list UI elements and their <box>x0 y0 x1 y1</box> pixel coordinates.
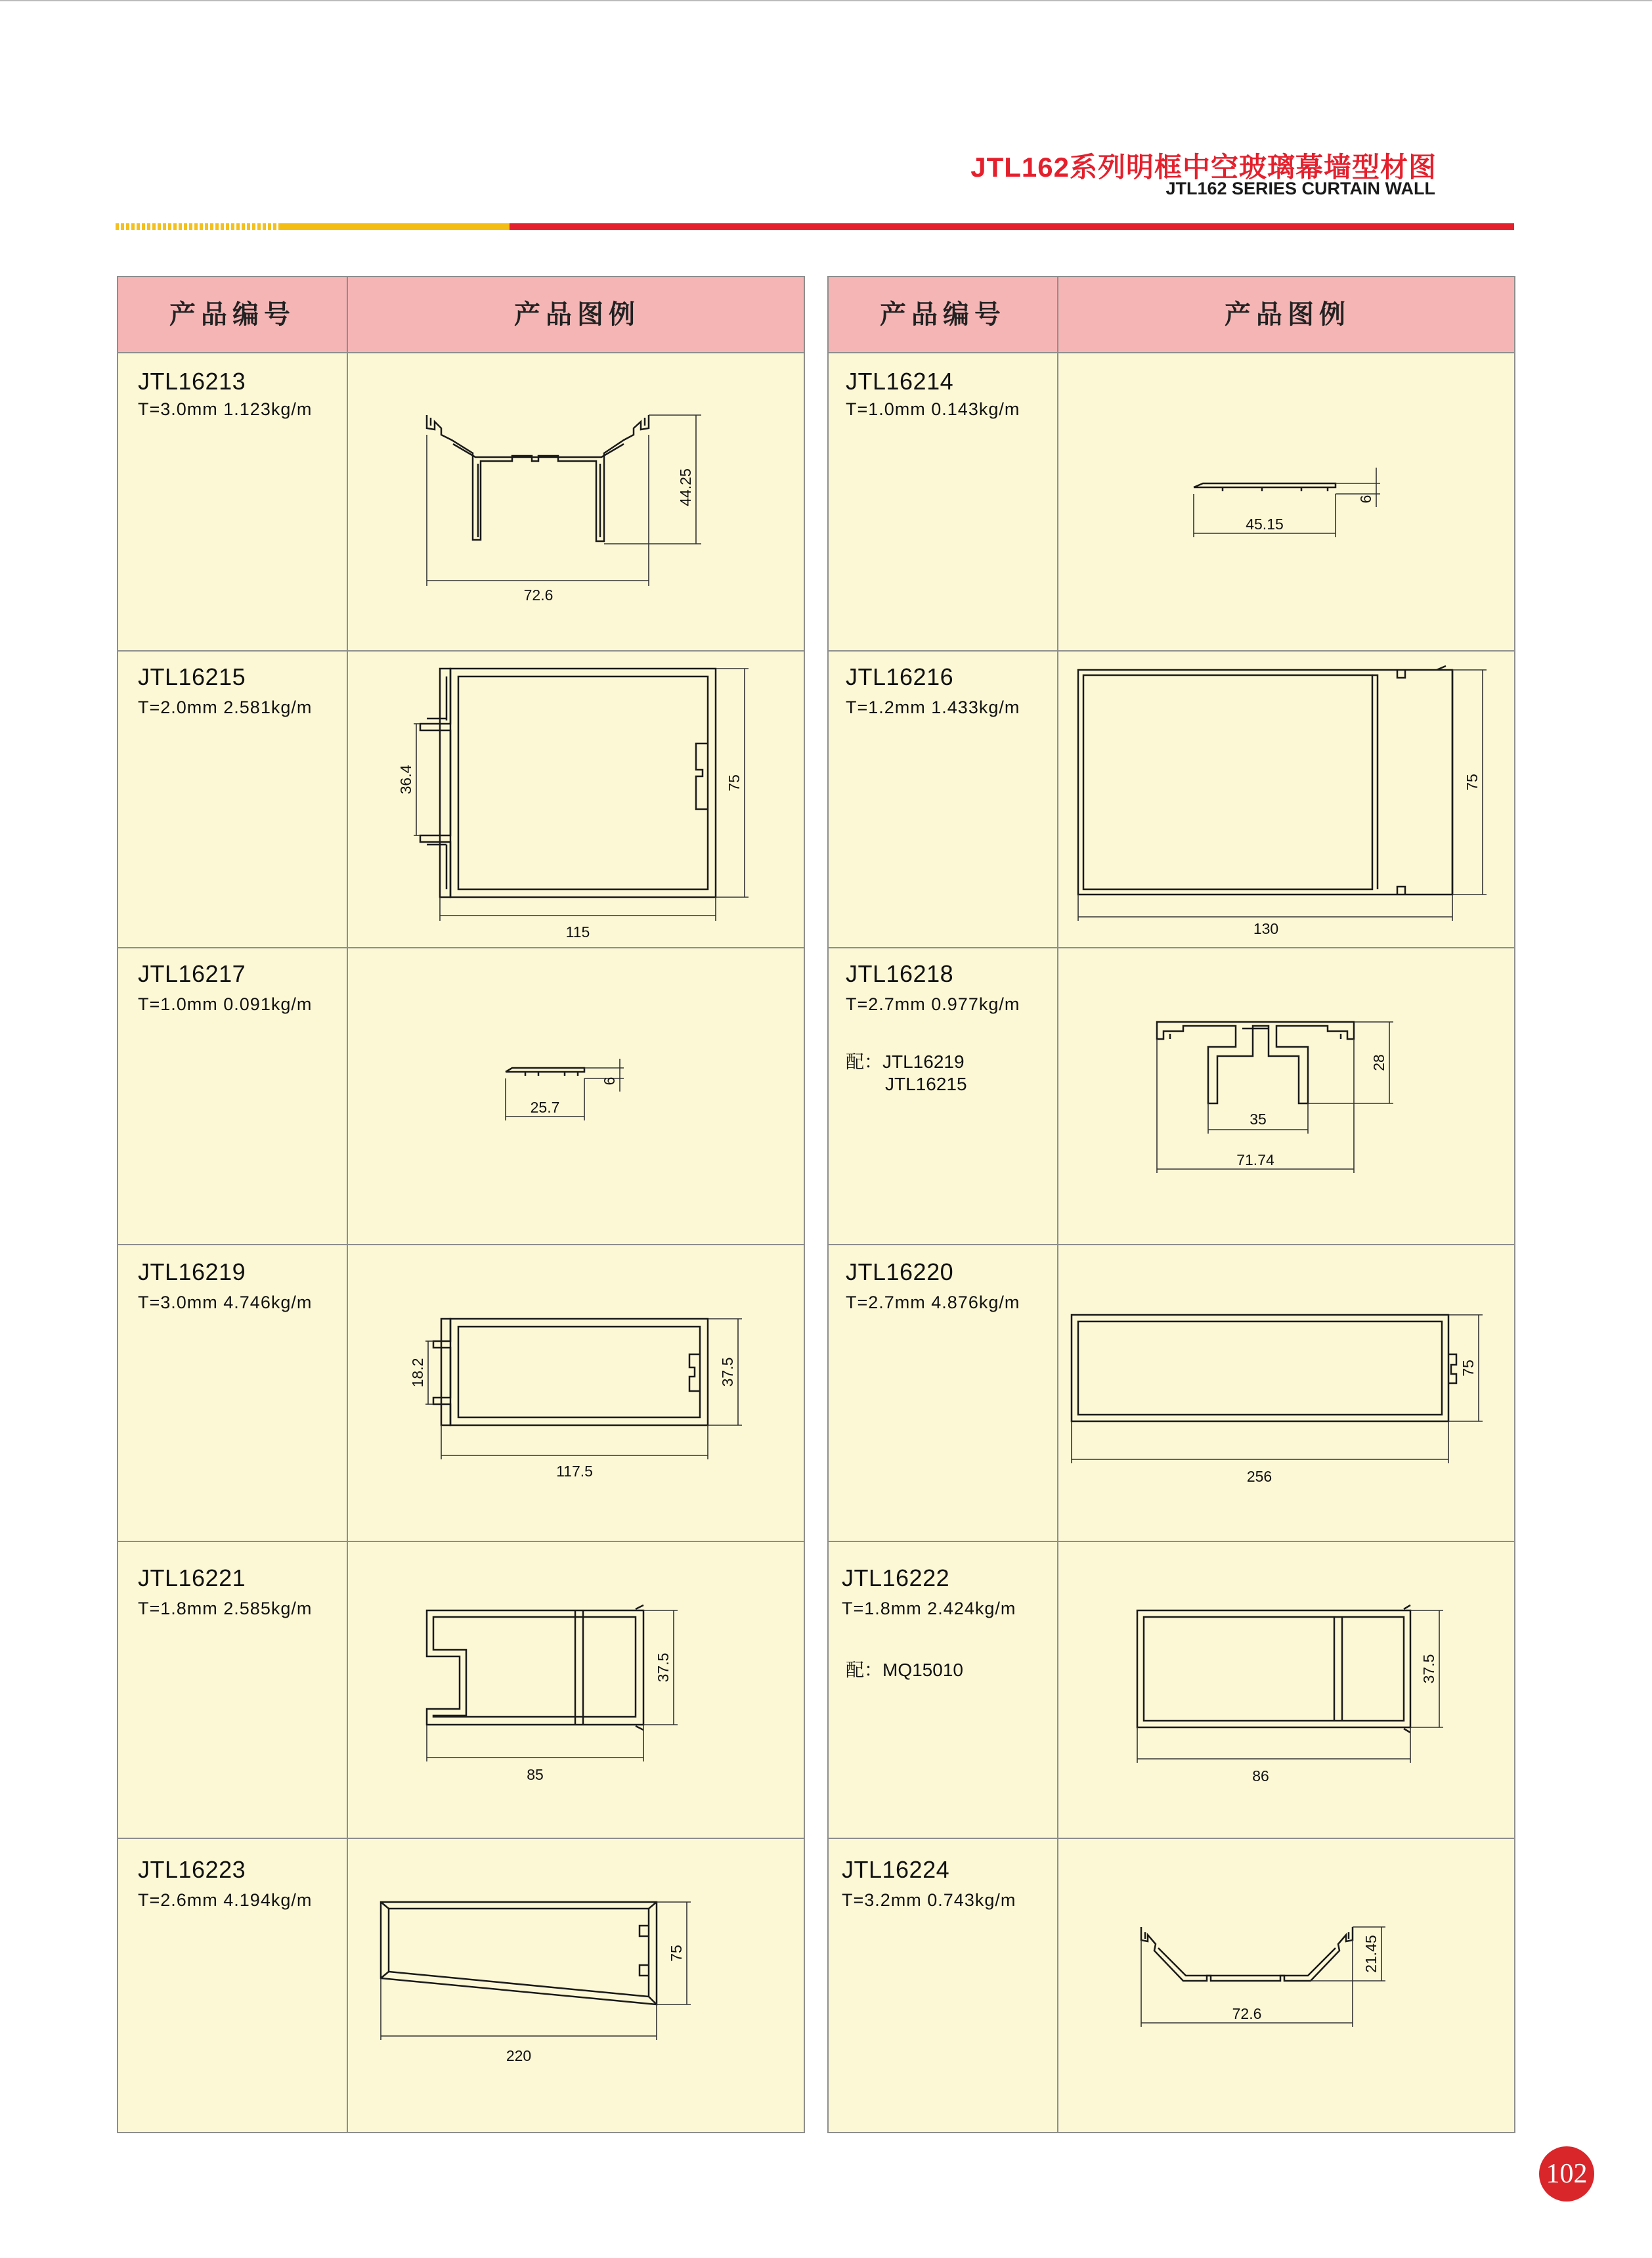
dimension-label: 35 <box>1250 1111 1267 1128</box>
row-divider <box>829 650 1514 652</box>
profile-drawing-jtl16221 <box>407 1591 722 1801</box>
product-spec: T=2.0mm 2.581kg/m <box>138 697 313 717</box>
product-code: JTL16213 <box>138 368 246 395</box>
dimension-label: 75 <box>668 1945 685 1962</box>
page-subtitle: JTL162 SERIES CURTAIN WALL <box>1165 179 1435 198</box>
dimension-label: 117.5 <box>556 1463 593 1480</box>
dimension-label: 18.2 <box>409 1358 426 1388</box>
product-spec: T=3.0mm 1.123kg/m <box>138 399 313 419</box>
dimension-label: 71.74 <box>1236 1151 1274 1168</box>
header-rule-red <box>510 223 1514 230</box>
dimension-label: 85 <box>527 1766 544 1783</box>
product-spec: T=1.8mm 2.424kg/m <box>842 1599 1016 1618</box>
header-rule <box>116 223 1514 230</box>
table-header <box>118 277 804 353</box>
dimension-label: 37.5 <box>719 1357 736 1387</box>
column-header-code: 产品编号 <box>169 300 295 329</box>
matching-note: 配：JTL16219 <box>846 1052 965 1072</box>
matching-note: JTL16215 <box>885 1074 967 1094</box>
product-spec: T=2.6mm 4.194kg/m <box>138 1890 313 1910</box>
profile-drawing-jtl16213 <box>407 389 749 612</box>
product-code: JTL16215 <box>138 663 246 690</box>
row-divider <box>118 1541 804 1542</box>
dimension-label: 28 <box>1370 1054 1387 1071</box>
product-spec: T=2.7mm 4.876kg/m <box>846 1293 1020 1312</box>
product-code: JTL16224 <box>842 1856 950 1883</box>
profile-drawing-jtl16223 <box>368 1886 762 2096</box>
dimension-label: 37.5 <box>1420 1654 1437 1684</box>
dimension-label: 75 <box>1464 774 1481 791</box>
header-rule-gold <box>280 223 510 230</box>
right-profile-table <box>827 276 1515 2133</box>
dimension-label: 36.4 <box>397 764 414 795</box>
row-divider <box>829 947 1514 948</box>
product-spec: T=3.0mm 4.746kg/m <box>138 1293 313 1312</box>
page-number-badge: 102 <box>1539 2146 1594 2202</box>
column-header-figure: 产品图例 <box>347 277 806 352</box>
dimension-label: 6 <box>601 1076 618 1086</box>
page-title: JTL162系列明框中空玻璃幕墙型材图 <box>970 152 1437 183</box>
row-divider <box>118 1838 804 1839</box>
matching-note: 配：MQ15010 <box>846 1660 963 1680</box>
column-header-code: 产品编号 <box>880 300 1006 329</box>
dimension-label: 220 <box>506 2047 532 2064</box>
dimension-label: 130 <box>1253 920 1279 937</box>
product-spec: T=1.8mm 2.585kg/m <box>138 1599 313 1618</box>
dimension-label: 86 <box>1252 1767 1269 1784</box>
left-profile-table <box>117 276 805 2133</box>
profile-drawing-jtl16218 <box>1144 1000 1459 1210</box>
dimension-label: 75 <box>726 774 743 791</box>
table-header <box>829 277 1514 353</box>
profile-drawing-jtl16222 <box>1118 1591 1437 1801</box>
dimension-label: 21.45 <box>1362 1935 1380 1973</box>
product-code: JTL16222 <box>842 1564 950 1591</box>
row-divider <box>829 1244 1514 1245</box>
profile-drawing-jtl16217 <box>499 1052 657 1144</box>
profile-drawing-jtl16215 <box>361 658 781 941</box>
header-rule-dots <box>116 223 280 230</box>
column-divider <box>347 353 348 2133</box>
product-spec: T=3.2mm 0.743kg/m <box>842 1890 1016 1910</box>
product-code: JTL16219 <box>138 1258 246 1285</box>
dimension-label: 37.5 <box>655 1652 672 1683</box>
profile-drawing-jtl16224 <box>1131 1906 1433 2064</box>
product-code: JTL16221 <box>138 1564 246 1591</box>
product-code: JTL16218 <box>846 960 954 987</box>
product-code: JTL16214 <box>846 368 954 395</box>
product-code: JTL16223 <box>138 1856 246 1883</box>
dimension-label: 25.7 <box>530 1099 560 1116</box>
profile-drawing-jtl16214 <box>1183 454 1406 553</box>
dimension-label: 72.6 <box>1232 2005 1262 2022</box>
top-border <box>0 0 1652 1</box>
product-code: JTL16216 <box>846 663 954 690</box>
profile-drawing-jtl16220 <box>1062 1302 1515 1499</box>
row-divider <box>829 1838 1514 1839</box>
product-code: JTL16220 <box>846 1258 954 1285</box>
product-spec: T=1.0mm 0.091kg/m <box>138 994 313 1014</box>
dimension-label: 115 <box>565 923 590 941</box>
column-header-figure: 产品图例 <box>1057 277 1517 352</box>
dimension-label: 72.6 <box>523 587 554 604</box>
dimension-label: 45.15 <box>1246 516 1284 533</box>
row-divider <box>829 1541 1514 1542</box>
product-spec: T=1.2mm 1.433kg/m <box>846 697 1020 717</box>
product-code: JTL16217 <box>138 960 246 987</box>
dimension-label: 256 <box>1246 1468 1272 1485</box>
profile-drawing-jtl16216 <box>1062 658 1509 941</box>
dimension-label: 75 <box>1460 1360 1477 1377</box>
row-divider <box>118 947 804 948</box>
product-spec: T=1.0mm 0.143kg/m <box>846 399 1020 419</box>
dimension-label: 44.25 <box>677 468 694 506</box>
profile-drawing-jtl16219 <box>361 1302 781 1499</box>
column-divider <box>1057 353 1058 2133</box>
product-spec: T=2.7mm 0.977kg/m <box>846 994 1020 1014</box>
dimension-label: 6 <box>1357 495 1374 504</box>
row-divider <box>118 1244 804 1245</box>
row-divider <box>118 650 804 652</box>
